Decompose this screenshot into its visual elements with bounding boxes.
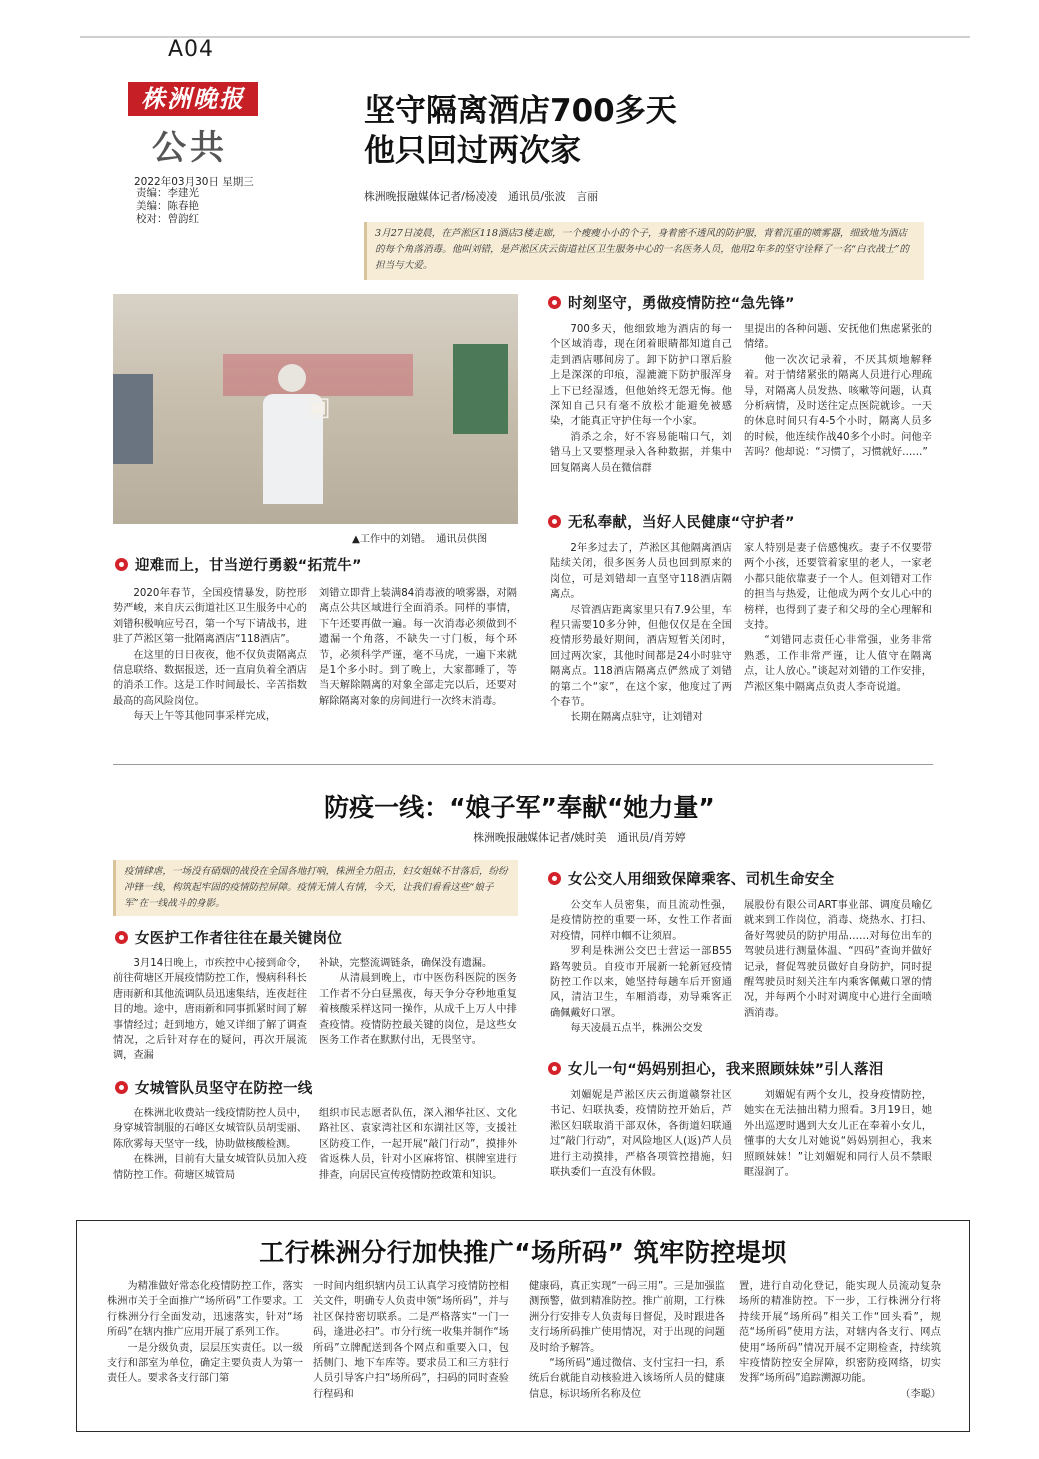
article1-section1-col1: 2020年春节，全国疫情暴发，防控形势严峻，来自庆云街道社区卫生服务中心的刘错积极响应号召，第一个写下请战书，进驻了芦淞区第一批隔离酒店“118酒店”。 在这里的日日夜夜，他不仅负责隔离点信息联络、数据报送，还一直肩负着全酒店的消杀工作。这是工作时间最长、辛苦指数最高的高风险岗位。 每天上午等其他同事采样完成， <box>113 588 307 723</box>
article1-section1-title: 迎难而上，甘当逆行勇毅“拓荒牛” <box>135 557 362 574</box>
wall-notice <box>453 344 508 434</box>
advertorial-col1: 为精准做好常态化疫情防控工作，落实株洲市关于全面推广“场所码”工作要求。工行株洲分行全面发动，迅速落实，针对“场所码”在辖内推广应用开展了系列工作。 一是分级负责，层层压实责任。以一级支行和部室为单位，确定主要负责人为第一责任人。要求各支行部门第 <box>107 1281 303 1385</box>
advertorial-author: （李聪） <box>900 1388 941 1400</box>
section-bullet-icon <box>548 296 561 309</box>
advertorial-box <box>76 1220 970 1432</box>
article2-section2-col1: 在株洲北收费站一线疫情防控人员中，身穿城管制服的石峰区女城管队员胡雯丽、陈欣雾每天坚守一线，协助做核酸检测。 在株洲，目前有大量女城管队员加入疫情防控工作。荷塘区城管局 <box>113 1108 307 1181</box>
article1-section1-col2: 刘错立即背上装满84消毒液的喷雾器，对隔离点公共区域进行全面消杀。同样的事情，下午还要再做一遍。每一次消毒必须做到不遗漏一个角落，不缺失一寸门板，每个环节，必须科学严谨，毫不马虎，一遍下来就是1个多小时。到了晚上，大家都睡了，等当天解除隔离的对象全部走完以后，还要对解除隔离对象的房间进行一次终末消毒。 <box>319 588 517 707</box>
article2-section2-col2: 组织市民志愿者队伍，深入湘华社区、文化路社区、袁家湾社区和东湖社区等，支援社区防疫工作，一起开展“敲门行动”，摸排外省返株人员，针对小区麻将馆、棋牌室进行排查，向居民宣传疫情防控政策和知识。 <box>319 1108 517 1181</box>
article2-section3-col2: 展股份有限公司ART事业部、调度员喻亿就来到工作岗位，消毒、烧热水、打扫、备好驾驶员的防护用品……对每位出车的驾驶员进行测量体温、“四码”查询并做好记录，督促驾驶员做好自身防护，同时提醒驾驶员时刻关注车内乘客佩戴口罩的情况，并每两个小时对调度中心进行全面喷洒消毒。 <box>744 900 932 1019</box>
article2-section2-heading <box>115 1077 313 1097</box>
section-bullet-icon <box>548 1062 561 1075</box>
article1-section2-col2: 里提出的各种问题、安抚他们焦虑紧张的情绪。 他一次次记录着，不厌其烦地解释着。对于情绪紧张的隔离人员进行心理疏导，对隔离人员发热、咳嗽等问题，认真分析病情，及时送往定点医院就诊。一天的休息时间只有4-5个小时，隔离人员多的时候，他连续作战40多个小时。问他辛苦吗？他却说：“习惯了，习惯就好……” <box>744 324 932 459</box>
advertorial-col4: 置，进行自动化登记，能实现人员流动复杂场所的精准防控。下一步，工行株洲分行将持续开展“场所码”相关工作“回头看”，规范“场所码”使用方法，对辖内各支行、网点使用“场所码”情况开展不定期检查，持续筑牢疫情防控安全屏障，织密防疫网络，切实发挥“场所码”追踪溯源功能。 （李聪） <box>739 1279 941 1419</box>
staff-credits <box>136 187 199 226</box>
article1-photo-caption: ▲工作中的刘错。 通讯员供图 <box>352 534 488 545</box>
photo-placeholder-icon: ▣ <box>306 392 331 422</box>
article2-lead: 疫情肆虐，一场没有硝烟的战役在全国各地打响，株洲全力阻击，妇女姐妹不甘落后，纷纷冲锋一线，构筑起牢固的疫情防控屏障。疫情无情人有情，今天，让我们看看这些“娘子军”在一线战斗的身影。 <box>113 860 518 916</box>
person-head <box>278 364 306 392</box>
article1-section3-heading <box>548 511 795 531</box>
article2-section3-col1: 公交车人员密集，而且流动性强，是疫情防控的重要一环，女性工作者面对疫情，同样巾帼不让须眉。 罗利是株洲公交巴士营运一部B55路驾驶员。自疫市开展新一轮新冠疫情防控工作以来，她坚持每趟车后开窗通风，清洁卫生，车厢消毒，劝导乘客正确佩戴好口罩。 每天凌晨五点半，株洲公交发 <box>550 900 732 1035</box>
article1-section1-heading <box>115 554 362 574</box>
article2-section4-col1: 刘媚妮是芦淞区庆云街道赣祭社区书记、妇联执委，疫情防控开始后，芦淞区妇联取消干部双休，各街道妇联通过“敲门行动”，对风险地区人(返)芦人员进行主动摸排，严格各项管控措施，妇联执委们一直没有休假。 <box>550 1090 732 1179</box>
advertorial-headline: 工行株洲分行加快推广“场所码” 筑牢防控堤坝 <box>259 1238 787 1267</box>
advertorial-col3: 健康码，真正实现“一码三用”。三是加强监测预警，做到精准防控。推广前期，工行株洲分行安排专人负责每日督促，及时跟进各支行场所码推广使用情况，对于出现的问题及时给予解答。 “场所码”通过微信、支付宝扫一扫，系统后台就能自动核验进入该场所人员的健康信息，标识场所名称及位 <box>529 1281 725 1400</box>
article-divider <box>113 764 933 765</box>
hotel-sign <box>223 354 413 396</box>
article1-section2-heading <box>548 292 795 312</box>
section-bullet-icon <box>115 931 128 944</box>
article2-section2-title: 女城管队员坚守在防控一线 <box>135 1080 313 1097</box>
section-bullet-icon <box>115 1081 128 1094</box>
advertorial-col2: 一时间内组织辖内员工认真学习疫情防控相关文件，明确专人负责申领“场所码”，并与社区保持密切联系。二是严格落实“一门一码，逢进必扫”。市分行统一收集并制作“场所码”立牌配送到各个网点和重要入口，包括侧门、地下车库等。要求员工和三方驻行人员引导客户扫“场所码”，扫码的同时查验行程码和 <box>313 1281 509 1400</box>
article2-section1-col1: 3月14日晚上，市疾控中心接到命令，前往荷塘区开展疫情防控工作，慢病科科长唐雨新和其他流调队员迅速集结，连夜赶往目的地。途中，唐雨新和同事抓紧时间了解事情经过；赶到地方，她又详细了解了调查情况，之后针对存在的疑问，再次开展流调，查漏 <box>113 958 307 1062</box>
article1-lead: 3月27日凌晨，在芦淞区118酒店3楼走廊，一个瘦瘦小小的个子，身着密不透风的防护服，背着沉重的喷雾器，细致地为酒店的每个角落消毒。他叫刘错，是芦淞区庆云街道社区卫生服务中心的一名医务人员，他用2年多的坚守诠释了一名“白衣战士”的担当与大爱。 <box>364 222 924 280</box>
proof-credit: 校对：曾韵红 <box>136 213 199 225</box>
editor-credit: 责编：李建光 <box>136 187 199 199</box>
page-number: A04 <box>168 37 215 62</box>
designer-credit: 美编：陈春艳 <box>136 200 199 212</box>
issue-date: 2022年03月30日 星期三 <box>134 176 254 188</box>
masthead-logo: 株洲晚报 <box>128 82 258 116</box>
article1-section2-col1: 700多天，他细致地为酒店的每一个区域消毒，现在闭着眼睛都知道自己走到酒店哪间房了。卸下防护口罩后脸上是深深的印痕，湿漉漉下防护服浑身上下已经湿透，但他始终无怨无悔。他深知自己只有毫不放松才能避免被感染，才能真正守护住每一个小家。 消杀之余，好不容易能喘口气，刘错马上又要整理录入各种数据，并集中回复隔离人员在微信群 <box>550 324 732 474</box>
article1-section3-col1: 2年多过去了，芦淞区其他隔离酒店陆续关闭，很多医务人员也回到原来的岗位，可是刘错却一直坚守118酒店隔离点。 尽管酒店距离家里只有7.9公里，车程只需要10多分钟，但他仅仅是在全国疫情形势最好期间，酒店短暂关闭时，回过两次家，其他时间都是24小时驻守隔离点。118酒店隔离点俨然成了刘错的第二个“家”，在这个家，他度过了两个春节。 长期在隔离点驻守，让刘错对 <box>550 543 732 724</box>
article2-section1-heading <box>115 927 342 947</box>
article2-section1-title: 女医护工作者往往在最关键岗位 <box>135 930 343 947</box>
article2-section4-heading <box>548 1058 884 1078</box>
article2-section3-title: 女公交人用细致保障乘客、司机生命安全 <box>568 871 835 888</box>
section-bullet-icon <box>115 558 128 571</box>
article1-section2-title: 时刻坚守，勇做疫情防控“急先锋” <box>568 295 795 312</box>
article2-section4-title: 女儿一句“妈妈别担心，我来照顾妹妹”引人落泪 <box>568 1061 884 1078</box>
section-bullet-icon <box>548 872 561 885</box>
article1-byline: 株洲晚报融媒体记者/杨凌凌 通讯员/张波 言丽 <box>364 190 599 203</box>
article1-section3-title: 无私奉献，当好人民健康“守护者” <box>568 514 795 531</box>
article1-headline <box>364 91 677 171</box>
article2-section1-col2: 补缺，完整流调链条，确保没有遗漏。 从清晨到晚上，市中医伤科医院的医务工作者不分白昼黑夜，每天争分夺秒地重复着核酸采样这同一操作，从成千上万人中排查疫情。疫情防控最关键的岗位，是这些女医务工作者在默默付出，无畏坚守。 <box>319 958 517 1047</box>
article2-section3-heading <box>548 868 834 888</box>
article1-headline-line2: 他只回过两次家 <box>364 133 581 169</box>
article1-photo <box>113 294 518 524</box>
article2-byline: 株洲晚报融媒体记者/姚时美 通讯员/肖芳婷 <box>473 831 686 844</box>
article1-headline-line1: 坚守隔离酒店700多天 <box>364 93 677 129</box>
article2-headline: 防疫一线：“娘子军”奉献“她力量” <box>324 793 715 822</box>
section-bullet-icon <box>548 515 561 528</box>
section-name: 公共 <box>152 128 228 168</box>
article1-section3-col2: 家人特别是妻子倍感愧疚。妻子不仅要带两个小孩，还要管着家里的老人，一家老小都只能依靠妻子一个人。但刘错对工作的担当与热爱，让他成为两个女儿心中的榜样，也得到了妻子和父母的全心理解和支持。 “刘错同志责任心非常强，业务非常熟悉，工作非常严谨，让人值守在隔离点，让人放心。”谈起对刘错的工作安排，芦淞区集中隔离点负责人李奇说道。 <box>744 543 932 693</box>
monitor-screens <box>113 374 153 464</box>
article2-section4-col2: 刘媚妮有两个女儿，投身疫情防控，她实在无法抽出精力照看。3月19日，她外出巡逻时遇到大女儿正在奉着小女儿，懂事的大女儿对她说“妈妈别担心，我来照顾妹妹！”让刘媚妮和同行人员不禁眼眶湿润了。 <box>744 1090 932 1179</box>
